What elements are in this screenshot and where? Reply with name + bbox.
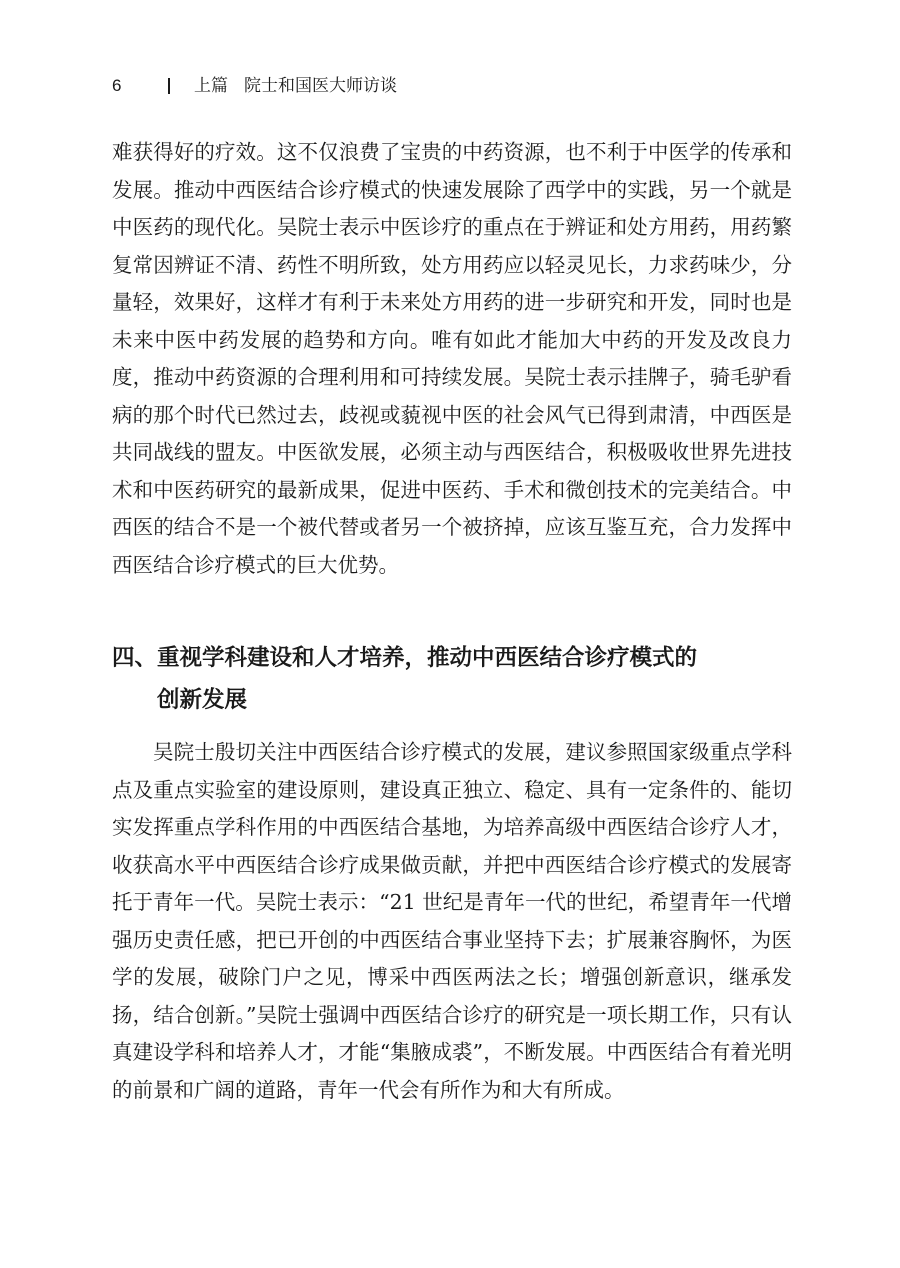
header-divider xyxy=(168,78,170,94)
book-title: 院士和国医大师访谈 xyxy=(244,76,397,96)
running-header xyxy=(112,72,397,100)
body-paragraph-2: 吴院士殷切关注中西医结合诊疗模式的发展，建议参照国家级重点学科点及重点实验室的建设原则，建设真正独立、稳定、具有一定条件的、能切实发挥重点学科作用的中西医结合基地，为培养高级中西医结合诊疗人才，收获高水平中西医结合诊疗成果做贡献，并把中西医结合诊疗模式的发展寄托于青年一代。吴院士表示：“21 世纪是青年一代的世纪，希望青年一代增强历史责任感，把已开创的中西医结合事业坚持下去；扩展兼容胸怀，为医学的发展，破除门户之见，博采中西医两法之长；增强创新意识，继承发扬，结合创新。”吴院士强调中西医结合诊疗的研究是一项长期工作，只有认真建设学科和培养人才，才能“集腋成裘”，不断发展。中西医结合有着光明的前景和广阔的道路，青年一代会有所作为和大有所成。 xyxy=(112,740,792,1102)
section-label: 上篇 xyxy=(194,76,228,96)
section-heading-line2: 创新发展 xyxy=(157,687,248,713)
section-heading-line1: 四、重视学科建设和人才培养，推动中西医结合诊疗模式的 xyxy=(112,645,698,671)
section-heading xyxy=(112,637,792,721)
body-paragraph-1: 难获得好的疗效。这不仅浪费了宝贵的中药资源，也不利于中医学的传承和发展。推动中西医结合诊疗模式的快速发展除了西学中的实践，另一个就是中医药的现代化。吴院士表示中医诊疗的重点在于辨证和处方用药，用药繁复常因辨证不清、药性不明所致，处方用药应以轻灵见长，力求药味少，分量轻，效果好，这样才有利于未来处方用药的进一步研究和开发，同时也是未来中医中药发展的趋势和方向。唯有如此才能加大中药的开发及改良力度，推动中药资源的合理利用和可持续发展。吴院士表示挂牌子，骑毛驴看病的那个时代已然过去，歧视或藐视中医的社会风气已得到肃清，中西医是共同战线的盟友。中医欲发展，必须主动与西医结合，积极吸收世界先进技术和中医药研究的最新成果，促进中医药、手术和微创技术的完美结合。中西医的结合不是一个被代替或者另一个被挤掉，应该互鉴互充，合力发挥中西医结合诊疗模式的巨大优势。 xyxy=(112,140,792,577)
page-number: 6 xyxy=(112,76,122,95)
